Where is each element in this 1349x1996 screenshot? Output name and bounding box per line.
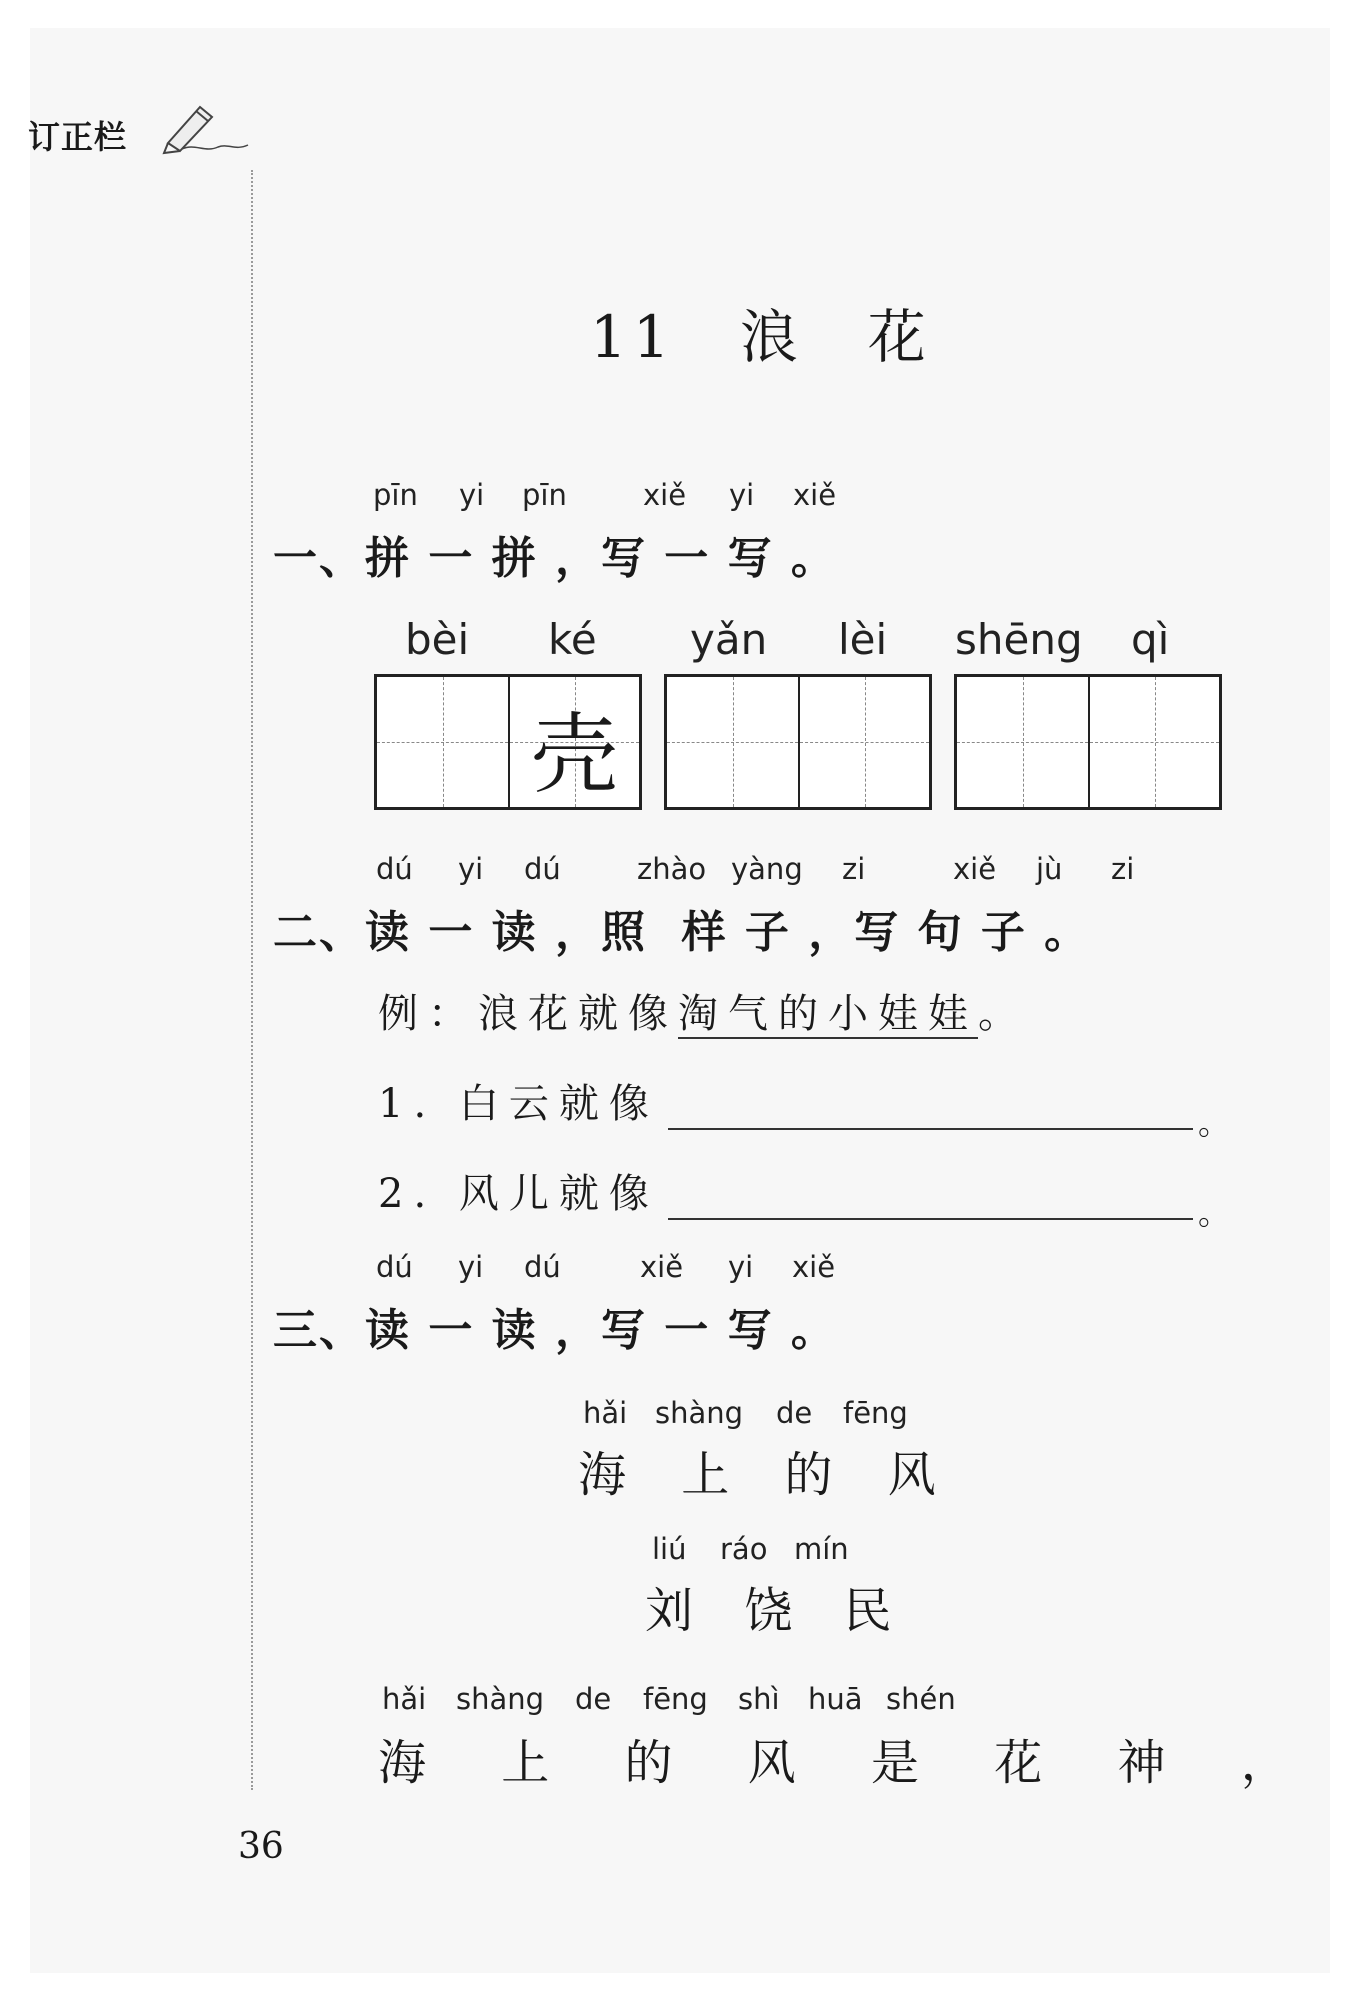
word-2-pinyin-1: yǎn bbox=[690, 615, 768, 664]
item-2-period: 。 bbox=[1198, 1194, 1231, 1232]
pinyin: yi bbox=[729, 478, 755, 512]
example-prefix: 例：浪花就像 bbox=[378, 991, 678, 1037]
pinyin: yi bbox=[458, 1250, 484, 1284]
pinyin: dú bbox=[524, 1250, 561, 1284]
item-2-text: 2. 风儿就像 bbox=[378, 1171, 659, 1217]
pinyin: huā bbox=[808, 1682, 863, 1716]
item-1-text: 1. 白云就像 bbox=[378, 1081, 659, 1127]
pinyin: dú bbox=[376, 1250, 413, 1284]
pinyin: yi bbox=[728, 1250, 754, 1284]
pinyin: de bbox=[776, 1396, 813, 1430]
item-1-answer-line[interactable] bbox=[668, 1128, 1193, 1130]
pinyin: de bbox=[575, 1682, 612, 1716]
pencil-icon bbox=[160, 95, 250, 155]
pinyin: xiě bbox=[792, 1250, 836, 1284]
pinyin: dú bbox=[376, 852, 413, 886]
pinyin: pīn bbox=[522, 478, 567, 512]
poem-line-1: 海 上 的 风 是 花 神 ， bbox=[378, 1735, 1319, 1791]
pinyin: yi bbox=[458, 852, 484, 886]
pinyin: xiě bbox=[953, 852, 997, 886]
pinyin: hǎi bbox=[382, 1682, 427, 1716]
writing-cell[interactable] bbox=[667, 677, 798, 807]
pinyin: shén bbox=[886, 1682, 956, 1716]
pinyin: shàng bbox=[456, 1682, 545, 1716]
word-3-pinyin-2: qì bbox=[1131, 615, 1170, 664]
section-3-heading: 三、读 一 读 ，写 一 写 。 bbox=[273, 1305, 837, 1356]
lesson-title: 11 浪 花 bbox=[590, 303, 932, 371]
item-1-period: 。 bbox=[1198, 1104, 1231, 1142]
cell-char: 壳 bbox=[530, 703, 619, 806]
writing-grid-word-3 bbox=[954, 674, 1222, 810]
pinyin: fēng bbox=[643, 1682, 708, 1716]
pinyin: xiě bbox=[793, 478, 837, 512]
example-sentence bbox=[378, 982, 1028, 1039]
pinyin: xiě bbox=[640, 1250, 684, 1284]
item-2-answer-line[interactable] bbox=[668, 1218, 1193, 1220]
pinyin: zi bbox=[842, 852, 866, 886]
pinyin: yàng bbox=[731, 852, 803, 886]
pinyin: fēng bbox=[843, 1396, 908, 1430]
example-end: 。 bbox=[978, 991, 1028, 1037]
pinyin: hǎi bbox=[583, 1396, 628, 1430]
pinyin: liú bbox=[652, 1532, 687, 1566]
pinyin: shì bbox=[738, 1682, 780, 1716]
pinyin: dú bbox=[524, 852, 561, 886]
correction-column-label: 订正栏 bbox=[28, 118, 128, 156]
pinyin: mín bbox=[794, 1532, 849, 1566]
word-2-pinyin-2: lèi bbox=[838, 615, 888, 664]
writing-cell[interactable] bbox=[377, 677, 508, 807]
poem-title: 海 上 的 风 bbox=[578, 1447, 956, 1503]
writing-grid-word-1 bbox=[374, 674, 642, 810]
example-answer: 淘气的小娃娃 bbox=[678, 991, 978, 1037]
section-2-heading: 二、读 一 读 ，照 样 子 ，写 句 子 。 bbox=[273, 907, 1091, 958]
pinyin: pīn bbox=[373, 478, 418, 512]
page-number: 36 bbox=[238, 1826, 284, 1867]
pinyin: zhào bbox=[637, 852, 707, 886]
word-1-pinyin-2: ké bbox=[548, 615, 597, 664]
pinyin: xiě bbox=[643, 478, 687, 512]
pinyin: ráo bbox=[720, 1532, 768, 1566]
poem-author: 刘 饶 民 bbox=[645, 1583, 910, 1639]
writing-cell[interactable] bbox=[957, 677, 1088, 807]
pinyin: jù bbox=[1036, 852, 1063, 886]
word-1-pinyin-1: bèi bbox=[405, 615, 470, 664]
margin-divider bbox=[251, 170, 253, 1790]
section-1-heading: 一、拼 一 拼 ，写 一 写 。 bbox=[273, 533, 837, 584]
writing-grid-word-2 bbox=[664, 674, 932, 810]
writing-cell[interactable] bbox=[1088, 677, 1219, 807]
pinyin: shàng bbox=[655, 1396, 744, 1430]
pinyin: zi bbox=[1111, 852, 1135, 886]
writing-cell bbox=[508, 677, 639, 807]
writing-cell[interactable] bbox=[798, 677, 929, 807]
pinyin: yi bbox=[459, 478, 485, 512]
word-3-pinyin-1: shēng bbox=[955, 615, 1083, 664]
